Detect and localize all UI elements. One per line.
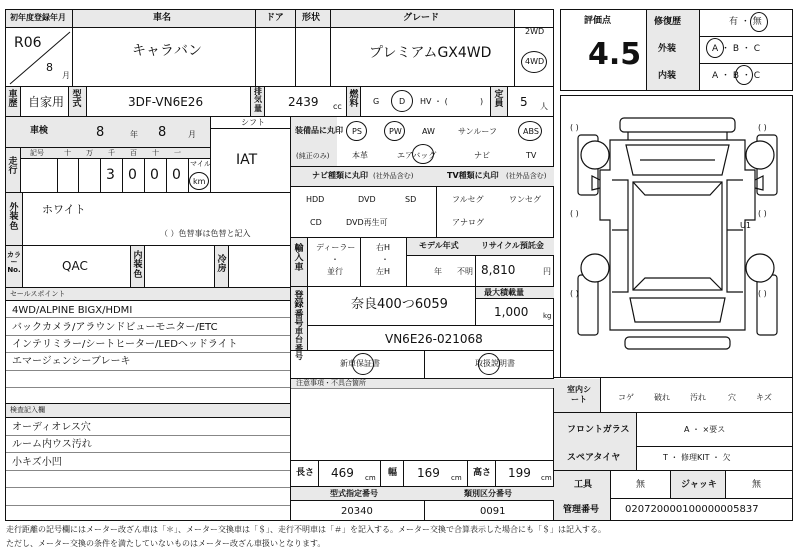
warranty-label: 新車保証書 xyxy=(340,359,380,368)
fuel-label: 燃料 xyxy=(349,90,359,110)
type-no-value: 20340 xyxy=(341,506,373,517)
height-label: 高さ xyxy=(473,468,492,478)
plate-label: 登録番号 xyxy=(294,291,304,330)
sales-line: 4WD/ALPINE BIGX/HDMI xyxy=(12,305,133,316)
inspection-label: 車検 xyxy=(30,126,49,136)
shape-label: 形状 xyxy=(302,13,321,23)
diagram-paren: ( ) xyxy=(758,289,767,298)
import-parallel: 並行 xyxy=(327,267,343,276)
notes-label: 注意事項・不具合箇所 xyxy=(296,379,366,387)
unit-ten: 十 xyxy=(152,149,159,157)
fuel-g: G xyxy=(373,97,380,106)
int-color-label: 内装色 xyxy=(133,251,143,280)
footer-line1: 走行距離の記号欄にはメーター改ざん車は「＊」、メーター交換車は「＄」、走行不明車は「＃」を記入する。メーター交換で合算表示した場合にも「＄」は記入する。 xyxy=(6,525,606,534)
exterior-options: A ・ B ・ C xyxy=(712,44,761,54)
diagram-paren: ( ) xyxy=(758,123,767,132)
manual-label: 取扱説明書 xyxy=(475,359,515,368)
import-right: 右H xyxy=(376,243,391,252)
mileage-mile: マイル xyxy=(190,160,211,168)
repair-options: 有 ・ 無 xyxy=(729,17,762,27)
class-no-label: 類別区分番号 xyxy=(464,489,512,498)
inspection-month: 8 xyxy=(158,125,167,140)
max-load-unit: kg xyxy=(543,312,552,320)
unit-hundred: 百 xyxy=(130,149,137,157)
score-value: 4.5 xyxy=(588,37,642,72)
length-label: 長さ xyxy=(296,468,315,478)
seat-scratch: キズ xyxy=(756,393,772,402)
reg-label: 初年度登録年月 xyxy=(10,13,66,22)
mileage-label: 走行 xyxy=(8,157,18,177)
displacement-value: 2439 xyxy=(288,95,319,109)
equip-abs: ABS xyxy=(523,127,539,136)
reg-month: 8 xyxy=(46,61,53,74)
diagram-paren: ( ) xyxy=(758,209,767,218)
unit-ten-thousand: 万 xyxy=(86,149,93,157)
plate-value: 奈良400つ6059 xyxy=(351,297,448,312)
navi-cd: CD xyxy=(310,218,322,227)
width-value: 169 xyxy=(417,466,440,480)
capacity-value: 5 xyxy=(520,95,528,109)
sales-label: セールスポイント xyxy=(10,290,66,298)
fuel-close: ) xyxy=(480,97,484,106)
model-value: 3DF-VN6E26 xyxy=(128,95,204,109)
inspection-year-unit: 年 xyxy=(130,130,138,139)
equip-airbag: エアバッグ xyxy=(397,151,437,160)
seat-tear: 破れ xyxy=(654,393,670,402)
mileage-digit: 0 xyxy=(128,167,137,183)
equip-aw: AW xyxy=(422,127,435,136)
inspection-month-unit: 月 xyxy=(188,130,196,139)
footer-line2: ただし、メーター交換の条件を満たしていないものはメーター改ざん車扱いとなります。 xyxy=(6,539,326,548)
displacement-label: 排気量 xyxy=(254,87,262,113)
shift-label: シフト xyxy=(241,118,265,127)
max-load-value: 1,000 xyxy=(494,305,529,319)
diagram-paren: ( ) xyxy=(570,123,579,132)
sales-line: バックカメラ/アラウンドビューモニター/ETC xyxy=(12,322,218,333)
car-label: 車名 xyxy=(153,13,172,23)
equip-navi: ナビ xyxy=(474,151,490,160)
repair-label: 修復歴 xyxy=(654,17,682,27)
navi-label: ナビ種類に丸印 xyxy=(312,171,368,180)
displacement-unit: cc xyxy=(333,102,342,111)
ac-label: 冷房 xyxy=(217,255,227,275)
unit-one: 一 xyxy=(174,149,181,157)
type-no-label: 型式指定番号 xyxy=(330,489,378,498)
use-label: 車歴 xyxy=(8,90,18,110)
jack-label: ジャッキ xyxy=(681,480,717,490)
class-no-value: 0091 xyxy=(480,506,506,517)
inspect-line: 小キズ小凹 xyxy=(12,457,62,468)
length-value: 469 xyxy=(331,466,354,480)
fuel-hv: HV ・ ( xyxy=(420,97,448,106)
navi-dvd: DVD xyxy=(358,195,376,204)
mileage-km: km xyxy=(193,177,206,186)
unit-thousand: 千 xyxy=(108,149,115,157)
width-label: 幅 xyxy=(388,468,398,478)
jack-value: 無 xyxy=(752,480,762,490)
tv-oneseg: ワンセグ xyxy=(509,195,541,204)
tv-label: TV種類に丸印 xyxy=(447,171,499,180)
shift-value: IAT xyxy=(236,152,258,168)
diagram-u1: U1 xyxy=(740,221,751,230)
mileage-digit: 3 xyxy=(106,167,115,183)
navi-hdd: HDD xyxy=(306,195,325,204)
diagram-paren: ( ) xyxy=(570,209,579,218)
use-value: 自家用 xyxy=(28,95,65,109)
model-year-label: モデル年式 xyxy=(419,241,459,250)
inspection-year: 8 xyxy=(96,125,105,140)
equip-sunroof: サンルーフ xyxy=(458,127,497,136)
color-no-label: カラーNo. xyxy=(7,251,21,274)
grade-4wd: 4WD xyxy=(525,57,545,66)
inspect-label: 検査記入欄 xyxy=(10,406,45,414)
chassis-value: VN6E26-021068 xyxy=(385,332,483,346)
import-label: 輸入車 xyxy=(294,244,304,273)
chassis-label: 車台番号 xyxy=(295,327,303,362)
color-note: （ ）色替事は色替と記入 xyxy=(160,229,251,238)
grade-value: プレミアムGX4WD xyxy=(369,45,492,61)
equip-label: 装備品に丸印 xyxy=(295,126,343,135)
sales-line: エマージェンシーブレーキ xyxy=(12,356,131,367)
grade-label: グレード xyxy=(403,13,440,23)
model-label: 型式 xyxy=(72,90,82,110)
exterior-label: 外装 xyxy=(658,44,677,54)
tools-label: 工具 xyxy=(574,480,593,490)
score-label: 評価点 xyxy=(584,16,612,26)
width-unit: cm xyxy=(451,474,462,482)
height-value: 199 xyxy=(508,466,531,480)
color-label: 外装色 xyxy=(9,203,19,232)
unit-ten-thousand-ten: 十 xyxy=(64,149,71,157)
tv-sub: (社外品含む) xyxy=(506,172,547,180)
seat-hole: 穴 xyxy=(728,393,736,402)
glass-options: A ・ ×要ス xyxy=(684,425,726,434)
mgmt-label: 管理番号 xyxy=(563,505,600,515)
door-label: ドア xyxy=(266,13,284,23)
car-name: キャラバン xyxy=(132,43,202,59)
mgmt-value: 020720000100000005837 xyxy=(625,504,759,515)
length-unit: cm xyxy=(365,474,376,482)
capacity-label: 定員 xyxy=(494,90,504,110)
grade-2wd: 2WD xyxy=(525,27,545,36)
spare-label: スペアタイヤ xyxy=(567,453,621,463)
import-dot: ・ xyxy=(331,255,339,264)
navi-dvd-play: DVD再生可 xyxy=(346,218,388,227)
model-year-unknown: 不明 xyxy=(457,267,473,276)
import-dot2: ・ xyxy=(381,255,389,264)
seat-label: 室内シート xyxy=(567,385,591,404)
equip-tv: TV xyxy=(526,151,537,160)
import-dealer: ディーラー xyxy=(316,243,356,252)
navi-sub: (社外品含む) xyxy=(373,172,414,180)
capacity-unit: 人 xyxy=(540,102,548,111)
reg-month-unit: 月 xyxy=(62,71,70,80)
color-value: ホワイト xyxy=(42,203,86,216)
tv-fullseg: フルセグ xyxy=(452,195,484,204)
seat-burn: コゲ xyxy=(618,393,634,402)
inspect-line: オーディオレス穴 xyxy=(12,422,91,433)
equip-pw: PW xyxy=(389,127,402,136)
recycle-value: 8,810 xyxy=(481,263,516,277)
mileage-digit: 0 xyxy=(150,167,159,183)
model-year-year: 年 xyxy=(434,267,442,276)
height-unit: cm xyxy=(541,474,552,482)
equip-leather: 本革 xyxy=(352,151,368,160)
recycle-label: リサイクル預託金 xyxy=(481,241,544,250)
interior-options: A ・ B ・ C xyxy=(712,71,761,81)
max-load-label: 最大積載量 xyxy=(484,288,524,297)
navi-sd: SD xyxy=(405,195,417,204)
fuel-d: D xyxy=(399,97,406,106)
mileage-digit: 0 xyxy=(172,167,181,183)
tools-value: 無 xyxy=(636,480,646,490)
spare-options: T ・ 修理KIT ・ 欠 xyxy=(663,453,731,462)
reg-era: R06 xyxy=(14,35,42,51)
diagram-paren: ( ) xyxy=(570,289,579,298)
import-left: 左H xyxy=(376,267,391,276)
color-no-value: QAC xyxy=(62,259,88,273)
sales-line: インテリミラー/シートヒーター/LEDヘッドライト xyxy=(12,339,238,350)
tv-analog: アナログ xyxy=(452,218,484,227)
inspect-line: ルーム内ウス汚れ xyxy=(12,439,92,450)
interior-label: 内装 xyxy=(658,71,677,81)
seat-dirt: 汚れ xyxy=(690,393,706,402)
mileage-mark-label: 記号 xyxy=(30,149,44,157)
equip-sub: (純正のみ) xyxy=(296,152,330,160)
recycle-unit: 円 xyxy=(543,267,551,276)
glass-label: フロントガラス xyxy=(567,425,630,435)
equip-ps: PS xyxy=(352,127,362,136)
